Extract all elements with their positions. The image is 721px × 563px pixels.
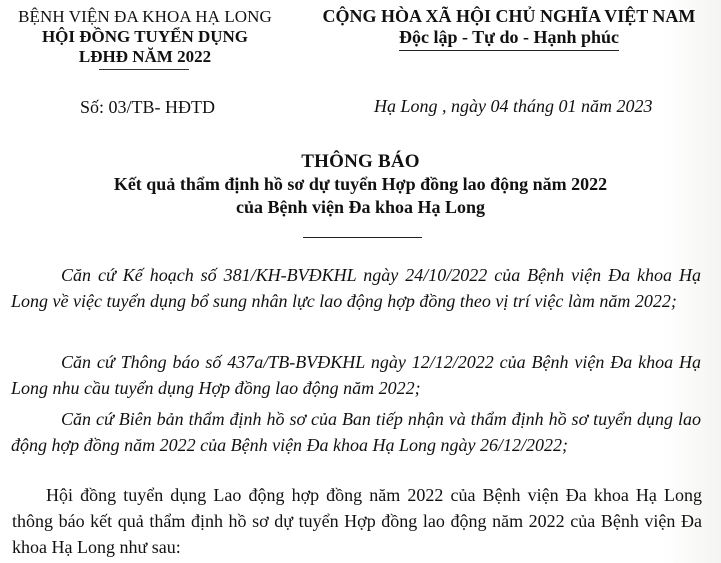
recruitment-council-year: LĐHĐ NĂM 2022: [78, 47, 212, 66]
recruitment-council-name: HỘI ĐỒNG TUYỂN DỤNG: [41, 27, 249, 46]
national-motto: Độc lập - Tự do - Hạnh phúc: [399, 27, 619, 51]
notice-title-block: [0, 151, 721, 219]
legal-basis-notice: Căn cứ Thông báo số 437a/TB-BVĐKHL ngày 12/12/2022 của Bệnh viện Đa khoa Hạ Long nhu cầu tuyển dụng Hợp đồng lao động năm 2022;: [11, 352, 701, 398]
place-and-date: Hạ Long , ngày 04 tháng 01 năm 2023: [374, 96, 653, 116]
national-header: [302, 6, 716, 51]
document-number: Số: 03/TB- HĐTD: [80, 97, 215, 117]
notice-subtitle-line-2: của Bệnh viện Đa khoa Hạ Long: [235, 197, 486, 217]
issuing-organization-header: [12, 7, 278, 67]
header-left-divider: [99, 69, 189, 70]
legal-basis-minutes: Căn cứ Biên bản thẩm định hồ sơ của Ban tiếp nhận và thẩm định hồ sơ tuyển dụng lao động hợp đồng năm 2022 của Bệnh viện Đa khoa Hạ Long ngày 26/12/2022;: [11, 409, 701, 455]
nation-name: CỘNG HÒA XÃ HỘI CHỦ NGHĨA VIỆT NAM: [322, 6, 696, 26]
announcement-paragraph: Hội đồng tuyển dụng Lao động hợp đồng năm 2022 của Bệnh viện Đa khoa Hạ Long thông báo kết quả thẩm định hồ sơ dự tuyển Hợp đồng lao động năm 2022 của Bệnh viện Đa khoa Hạ Long như sau:: [12, 485, 702, 557]
title-divider: [303, 237, 422, 238]
notice-subtitle-line-1: Kết quả thẩm định hồ sơ dự tuyển Hợp đồng lao động năm 2022: [113, 174, 608, 194]
notice-title: THÔNG BÁO: [301, 151, 420, 172]
legal-basis-plan: Căn cứ Kế hoạch số 381/KH-BVĐKHL ngày 24/10/2022 của Bệnh viện Đa khoa Hạ Long về việc tuyển dụng bổ sung nhân lực lao động hợp đồng theo vị trí việc làm năm 2022;: [11, 265, 701, 311]
hospital-name: BỆNH VIỆN ĐA KHOA HẠ LONG: [18, 7, 272, 26]
